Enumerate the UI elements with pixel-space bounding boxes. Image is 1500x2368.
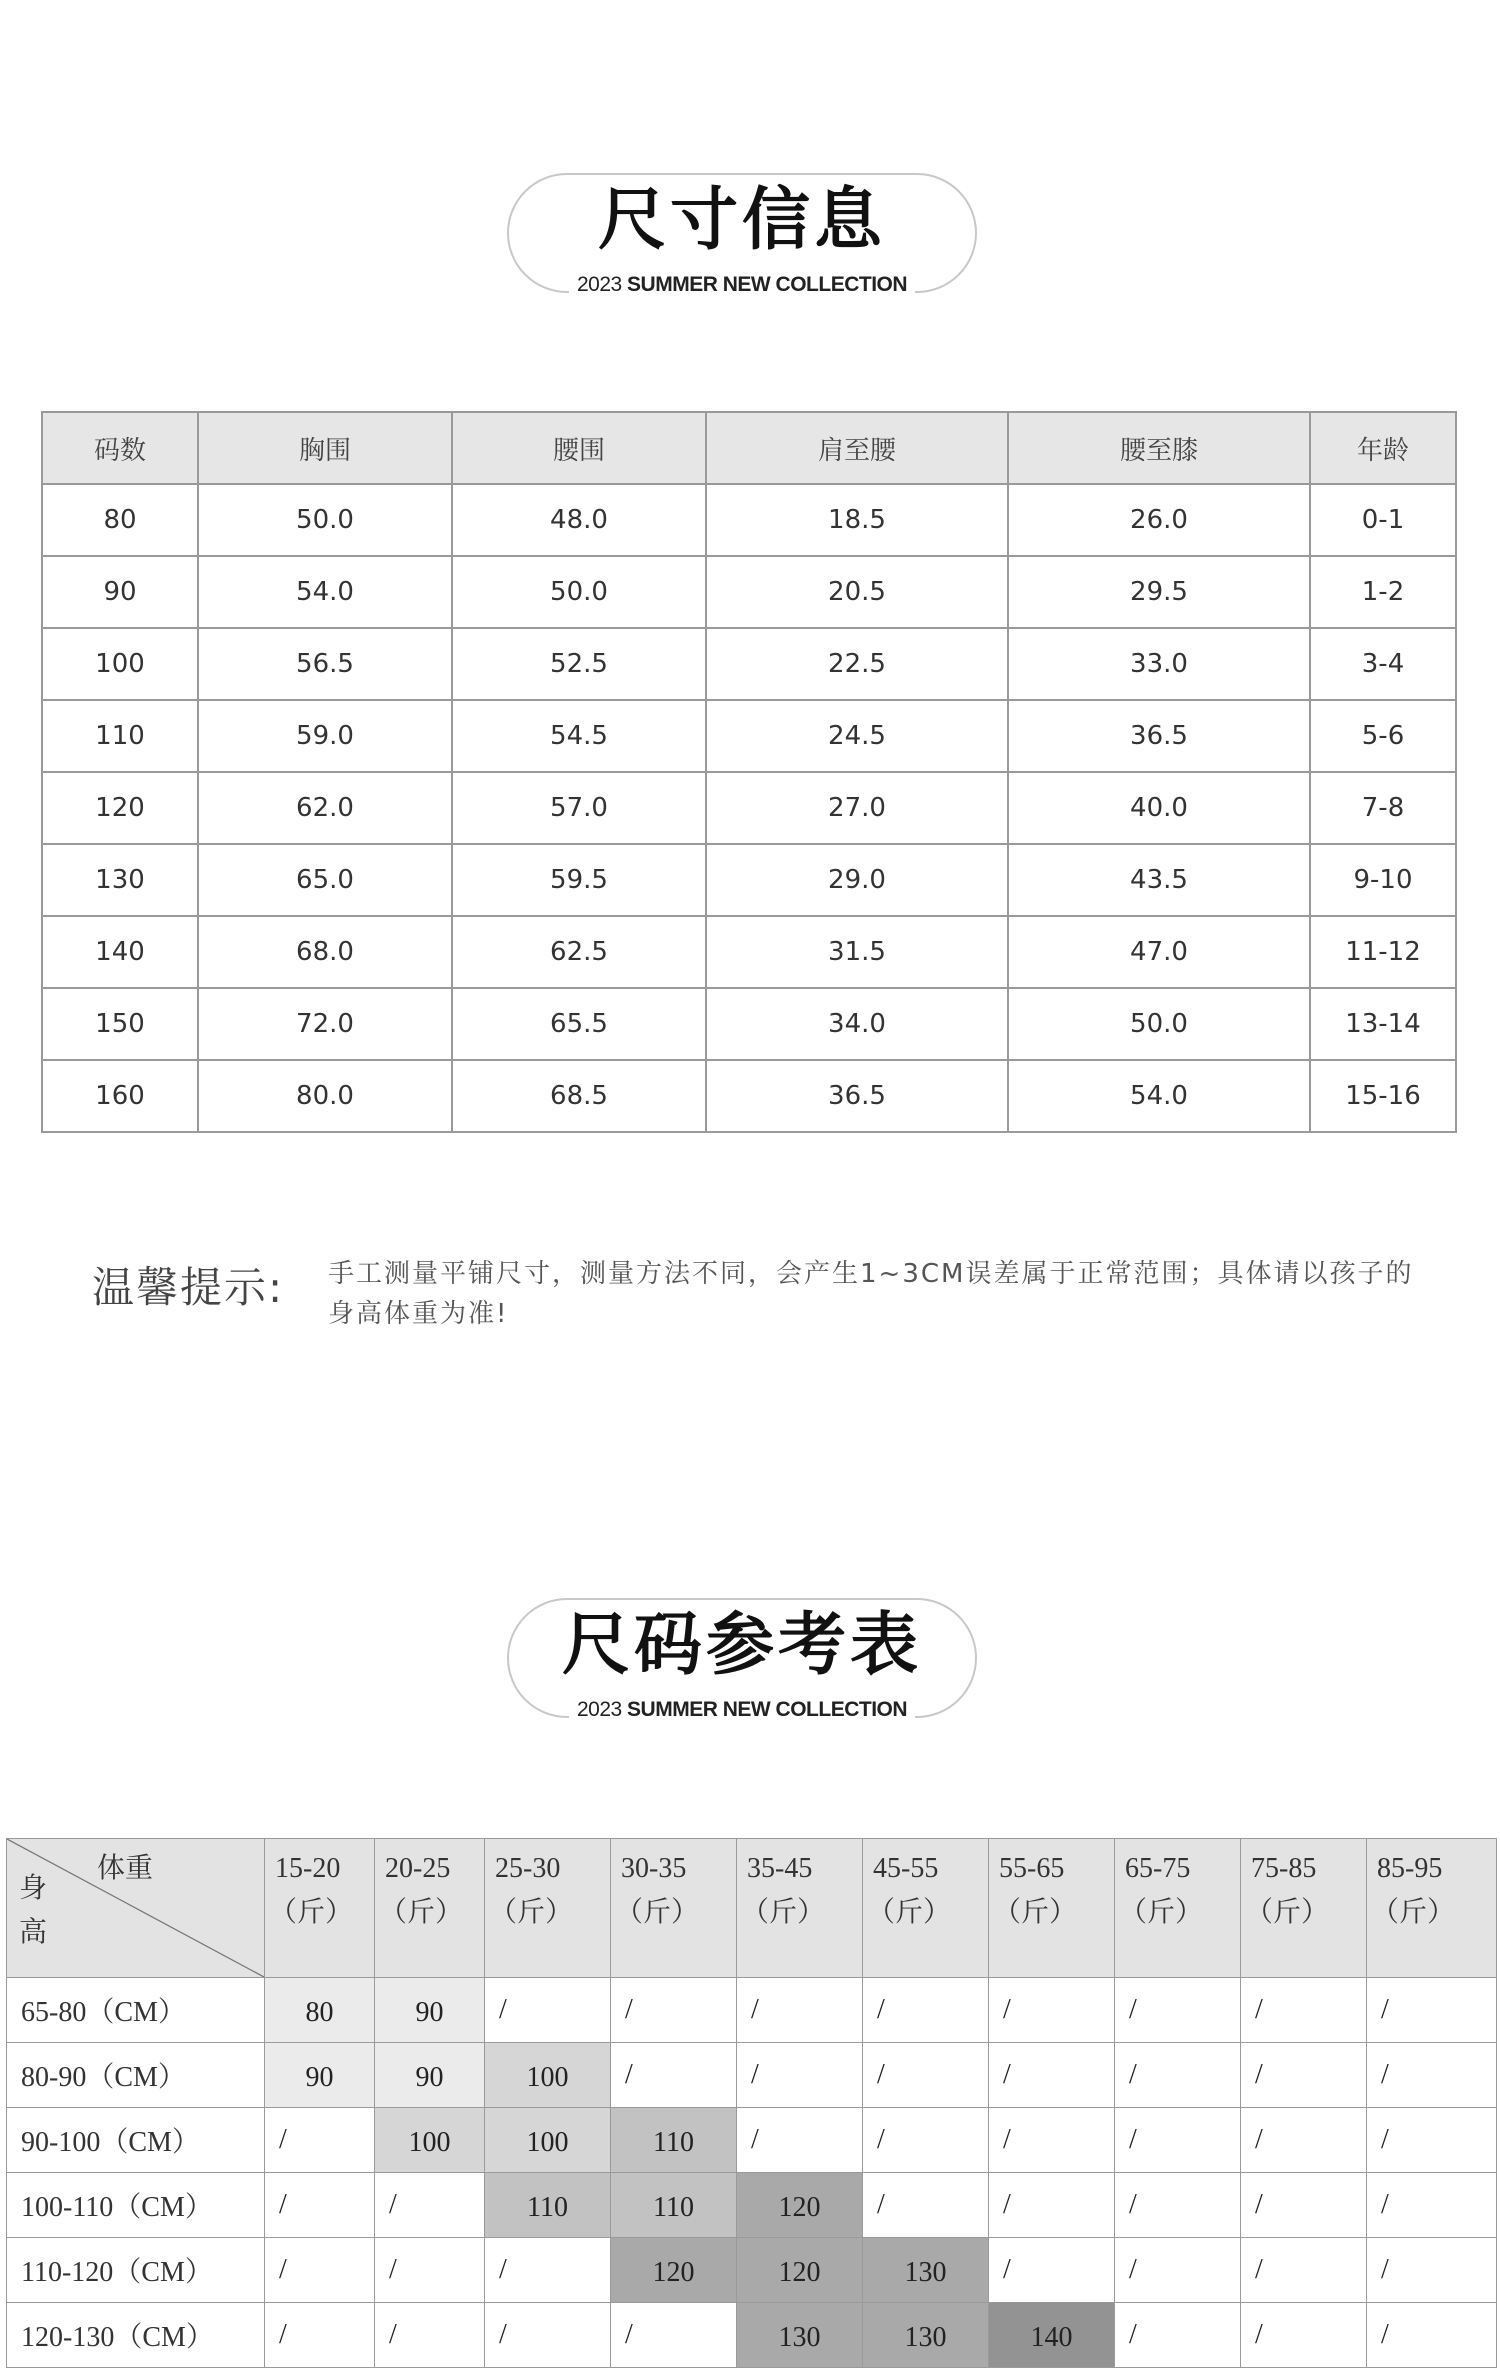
size-reference-table (6, 1838, 1497, 2368)
table-cell: 54.0 (198, 556, 452, 628)
table-cell: 59.5 (452, 844, 706, 916)
table-cell: 59.0 (198, 700, 452, 772)
table-cell: 33.0 (1008, 628, 1310, 700)
size-info-title: 尺寸信息 (597, 181, 886, 260)
table-cell: 1-2 (1310, 556, 1456, 628)
table-row (7, 2303, 1497, 2368)
weight-unit: （斤） (489, 1897, 574, 1928)
table-cell: 26.0 (1008, 484, 1310, 556)
table-cell: 80 (42, 484, 198, 556)
table-cell: 57.0 (452, 772, 706, 844)
empty-cell: / (1115, 2303, 1241, 2368)
size-value-cell: 120 (737, 2173, 863, 2238)
table-cell: 90 (42, 556, 198, 628)
size-value-cell: 120 (611, 2238, 737, 2303)
height-range-label: 110-120（CM） (7, 2238, 265, 2303)
weight-range: 25-30 (495, 1853, 561, 1884)
corner-height-label: 身 (19, 1873, 48, 1904)
subtitle-year: 2023 (576, 273, 622, 296)
weight-unit: （斤） (741, 1897, 826, 1928)
subtitle-text: SUMMER NEW COLLECTION (627, 1698, 908, 1721)
empty-cell: / (1115, 2043, 1241, 2108)
size-value-cell: 80 (265, 1978, 375, 2043)
table-cell: 47.0 (1008, 916, 1310, 988)
corner-height-label: 高 (19, 1917, 48, 1948)
table-row (42, 484, 1456, 556)
empty-cell: / (1367, 2043, 1497, 2108)
column-header: 年龄 (1310, 412, 1456, 484)
table-cell: 52.5 (452, 628, 706, 700)
size-reference-title: 尺码参考表 (561, 1606, 922, 1685)
table-cell: 54.0 (1008, 1060, 1310, 1132)
table-cell: 40.0 (1008, 772, 1310, 844)
table-cell: 80.0 (198, 1060, 452, 1132)
weight-range: 65-75 (1125, 1853, 1191, 1884)
height-range-label: 65-80（CM） (7, 1978, 265, 2043)
table-cell: 54.5 (452, 700, 706, 772)
empty-cell: / (989, 1978, 1115, 2043)
size-value-cell: 100 (485, 2043, 611, 2108)
empty-cell: / (265, 2238, 375, 2303)
weight-range: 30-35 (621, 1853, 687, 1884)
weight-unit: （斤） (1371, 1897, 1456, 1928)
table-cell: 22.5 (706, 628, 1008, 700)
empty-cell: / (1241, 1978, 1367, 2043)
empty-cell: / (1115, 2173, 1241, 2238)
size-value-cell: 110 (485, 2173, 611, 2238)
table-cell: 0-1 (1310, 484, 1456, 556)
weight-unit: （斤） (993, 1897, 1078, 1928)
weight-unit: （斤） (1119, 1897, 1204, 1928)
table-cell: 7-8 (1310, 772, 1456, 844)
table-row (42, 1060, 1456, 1132)
height-range-label: 100-110（CM） (7, 2173, 265, 2238)
empty-cell: / (989, 2238, 1115, 2303)
subtitle-text: SUMMER NEW COLLECTION (627, 273, 908, 296)
weight-column-header (1367, 1839, 1497, 1978)
size-value-cell: 110 (611, 2173, 737, 2238)
corner-header-cell (7, 1839, 265, 1978)
empty-cell: / (737, 2043, 863, 2108)
table-row (42, 844, 1456, 916)
empty-cell: / (265, 2173, 375, 2238)
empty-cell: / (989, 2043, 1115, 2108)
size-reference-header (507, 1598, 977, 1721)
size-value-cell: 100 (485, 2108, 611, 2173)
table-cell: 15-16 (1310, 1060, 1456, 1132)
table-cell: 24.5 (706, 700, 1008, 772)
empty-cell: / (485, 2303, 611, 2368)
empty-cell: / (1241, 2303, 1367, 2368)
column-header: 码数 (42, 412, 198, 484)
weight-range: 45-55 (873, 1853, 939, 1884)
empty-cell: / (1115, 1978, 1241, 2043)
corner-weight-label: 体重 (97, 1853, 154, 1884)
size-info-table (41, 411, 1457, 1133)
table-cell: 36.5 (706, 1060, 1008, 1132)
empty-cell: / (1367, 2303, 1497, 2368)
table-cell: 160 (42, 1060, 198, 1132)
table-cell: 110 (42, 700, 198, 772)
weight-range: 55-65 (999, 1853, 1065, 1884)
table-cell: 65.5 (452, 988, 706, 1060)
empty-cell: / (737, 1978, 863, 2043)
table-row (42, 988, 1456, 1060)
column-header: 肩至腰 (706, 412, 1008, 484)
table-row (7, 1978, 1497, 2043)
table-cell: 34.0 (706, 988, 1008, 1060)
empty-cell: / (1115, 2238, 1241, 2303)
empty-cell: / (375, 2303, 485, 2368)
table-cell: 5-6 (1310, 700, 1456, 772)
table-cell: 65.0 (198, 844, 452, 916)
table-row (42, 628, 1456, 700)
table-row (42, 916, 1456, 988)
weight-unit: （斤） (379, 1897, 464, 1928)
empty-cell: / (863, 2043, 989, 2108)
table-cell: 62.5 (452, 916, 706, 988)
weight-column-header (265, 1839, 375, 1978)
weight-column-header (1115, 1839, 1241, 1978)
empty-cell: / (485, 1978, 611, 2043)
weight-column-header (737, 1839, 863, 1978)
size-info-header (507, 173, 977, 296)
weight-unit: （斤） (867, 1897, 952, 1928)
table-row (7, 2238, 1497, 2303)
table-cell: 11-12 (1310, 916, 1456, 988)
weight-unit: （斤） (269, 1897, 354, 1928)
weight-unit: （斤） (1245, 1897, 1330, 1928)
table-cell: 13-14 (1310, 988, 1456, 1060)
table-cell: 36.5 (1008, 700, 1310, 772)
size-value-cell: 110 (611, 2108, 737, 2173)
weight-column-header (375, 1839, 485, 1978)
table-cell: 50.0 (452, 556, 706, 628)
table-cell: 43.5 (1008, 844, 1310, 916)
weight-column-header (863, 1839, 989, 1978)
size-value-cell: 140 (989, 2303, 1115, 2368)
weight-range: 75-85 (1251, 1853, 1317, 1884)
empty-cell: / (737, 2108, 863, 2173)
column-header: 胸围 (198, 412, 452, 484)
table-row (42, 772, 1456, 844)
table-cell: 72.0 (198, 988, 452, 1060)
table-cell: 29.5 (1008, 556, 1310, 628)
height-range-label: 120-130（CM） (7, 2303, 265, 2368)
empty-cell: / (863, 1978, 989, 2043)
column-header: 腰围 (452, 412, 706, 484)
empty-cell: / (611, 2303, 737, 2368)
size-info-header-row (42, 412, 1456, 484)
size-info-subtitle (569, 273, 915, 297)
empty-cell: / (1115, 2108, 1241, 2173)
table-cell: 140 (42, 916, 198, 988)
table-cell: 29.0 (706, 844, 1008, 916)
column-header: 腰至膝 (1008, 412, 1310, 484)
empty-cell: / (375, 2173, 485, 2238)
empty-cell: / (863, 2173, 989, 2238)
empty-cell: / (1241, 2043, 1367, 2108)
size-value-cell: 100 (375, 2108, 485, 2173)
size-value-cell: 130 (863, 2303, 989, 2368)
empty-cell: / (1241, 2238, 1367, 2303)
empty-cell: / (611, 2043, 737, 2108)
table-cell: 3-4 (1310, 628, 1456, 700)
table-row (7, 2173, 1497, 2238)
weight-range: 35-45 (747, 1853, 813, 1884)
size-reference-header-row (7, 1839, 1497, 1978)
empty-cell: / (989, 2108, 1115, 2173)
table-cell: 9-10 (1310, 844, 1456, 916)
height-range-label: 90-100（CM） (7, 2108, 265, 2173)
table-cell: 50.0 (198, 484, 452, 556)
weight-column-header (989, 1839, 1115, 1978)
table-cell: 27.0 (706, 772, 1008, 844)
table-row (7, 2108, 1497, 2173)
empty-cell: / (863, 2108, 989, 2173)
size-value-cell: 130 (863, 2238, 989, 2303)
table-row (42, 556, 1456, 628)
empty-cell: / (1241, 2173, 1367, 2238)
empty-cell: / (611, 1978, 737, 2043)
table-cell: 68.0 (198, 916, 452, 988)
table-row (42, 700, 1456, 772)
empty-cell: / (1367, 2108, 1497, 2173)
weight-range: 15-20 (275, 1853, 341, 1884)
size-value-cell: 130 (737, 2303, 863, 2368)
size-value-cell: 90 (375, 2043, 485, 2108)
tip-text: 手工测量平铺尺寸，测量方法不同，会产生1~3CM误差属于正常范围；具体请以孩子的身高体重为准! (328, 1259, 1414, 1329)
empty-cell: / (375, 2238, 485, 2303)
empty-cell: / (1367, 2238, 1497, 2303)
empty-cell: / (485, 2238, 611, 2303)
weight-column-header (611, 1839, 737, 1978)
size-value-cell: 90 (265, 2043, 375, 2108)
table-cell: 120 (42, 772, 198, 844)
weight-unit: （斤） (615, 1897, 700, 1928)
empty-cell: / (1241, 2108, 1367, 2173)
empty-cell: / (265, 2303, 375, 2368)
weight-column-header (485, 1839, 611, 1978)
table-cell: 130 (42, 844, 198, 916)
height-range-label: 80-90（CM） (7, 2043, 265, 2108)
table-cell: 100 (42, 628, 198, 700)
table-cell: 48.0 (452, 484, 706, 556)
empty-cell: / (265, 2108, 375, 2173)
table-cell: 31.5 (706, 916, 1008, 988)
subtitle-year: 2023 (576, 1698, 622, 1721)
weight-range: 20-25 (385, 1853, 451, 1884)
table-cell: 150 (42, 988, 198, 1060)
tip-label: 温馨提示: (92, 1263, 285, 1312)
size-value-cell: 90 (375, 1978, 485, 2043)
weight-range: 85-95 (1377, 1853, 1443, 1884)
size-value-cell: 120 (737, 2238, 863, 2303)
empty-cell: / (1367, 1978, 1497, 2043)
empty-cell: / (1367, 2173, 1497, 2238)
empty-cell: / (989, 2173, 1115, 2238)
table-row (7, 2043, 1497, 2108)
size-reference-subtitle (569, 1698, 915, 1722)
table-cell: 68.5 (452, 1060, 706, 1132)
table-cell: 50.0 (1008, 988, 1310, 1060)
table-cell: 20.5 (706, 556, 1008, 628)
weight-column-header (1241, 1839, 1367, 1978)
table-cell: 18.5 (706, 484, 1008, 556)
table-cell: 56.5 (198, 628, 452, 700)
table-cell: 62.0 (198, 772, 452, 844)
